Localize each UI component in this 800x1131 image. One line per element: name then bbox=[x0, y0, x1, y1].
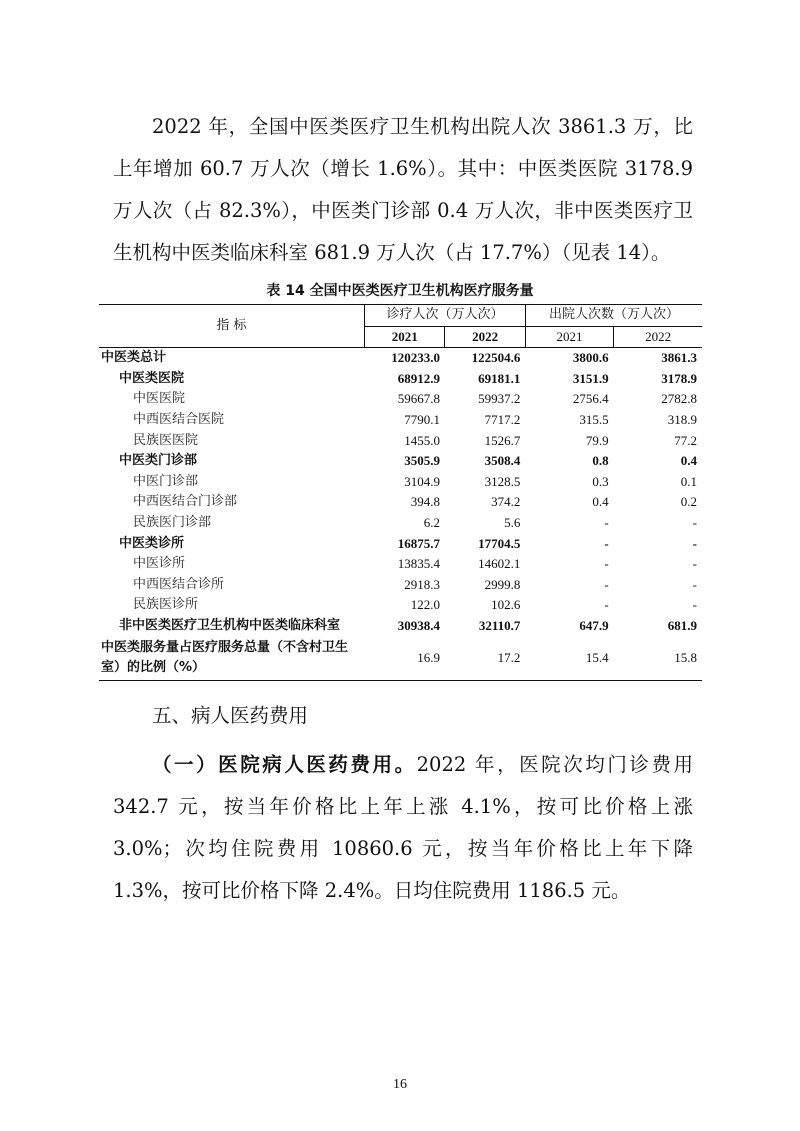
cell-visits-2022: 374.2 bbox=[491, 494, 521, 510]
cell-visits-2021: 120233.0 bbox=[391, 350, 440, 366]
cell-discharges-2022: 2782.8 bbox=[661, 391, 697, 407]
cell-discharges-2021: 0.8 bbox=[592, 453, 609, 469]
cell-discharges-2021: 2756.4 bbox=[572, 391, 609, 407]
cell-visits-2022: 3508.4 bbox=[484, 453, 521, 469]
table-row bbox=[99, 595, 702, 616]
cell-visits-2022: 7717.2 bbox=[484, 411, 521, 427]
cell-discharges-2021: - bbox=[604, 576, 609, 592]
service-volume-table bbox=[99, 304, 702, 681]
cell-discharges-2021: 3800.6 bbox=[572, 350, 609, 366]
row-label: 民族医诊所 bbox=[133, 597, 199, 613]
cell-discharges-2021: 315.5 bbox=[579, 411, 609, 427]
cell-discharges-2022: 318.9 bbox=[667, 411, 697, 427]
cell-discharges-2022: 3861.3 bbox=[661, 350, 697, 366]
table-row bbox=[99, 431, 702, 452]
cell-visits-2022: 69181.1 bbox=[478, 370, 521, 386]
paragraph-discharge-summary: 2022 年，全国中医类医疗卫生机构出院人次 3861.3 万，比上年增加 60.7 万人次（增长 1.6%）。其中：中医类医院 3178.9 万人次（占 82.3%），中医类门诊部 0.4 万人次，非中医类医疗卫生机构中医类临床科室 681.9 万人次（占 17.7%）（见表 14）。 bbox=[113, 115, 693, 264]
row-label: 中医类诊所 bbox=[119, 535, 185, 551]
cell-discharges-2022: 0.2 bbox=[680, 494, 697, 510]
cell-discharges-2022: - bbox=[692, 556, 697, 572]
cell-discharges-2022: 15.8 bbox=[614, 637, 702, 681]
table-row bbox=[99, 492, 702, 513]
cell-discharges-2022: 0.4 bbox=[680, 453, 697, 469]
table-row bbox=[99, 389, 702, 410]
cell-visits-2022: 3128.5 bbox=[484, 473, 521, 489]
cell-discharges-2022: - bbox=[692, 576, 697, 592]
cell-visits-2022: 17704.5 bbox=[478, 535, 521, 551]
row-label: 非中医类医疗卫生机构中医类临床科室 bbox=[119, 617, 341, 633]
header-year-discharges-2022: 2022 bbox=[614, 326, 702, 348]
cell-discharges-2021: - bbox=[604, 597, 609, 613]
table-row bbox=[99, 534, 702, 555]
cell-discharges-2021: 15.4 bbox=[525, 637, 613, 681]
cell-visits-2021: 3104.9 bbox=[404, 473, 440, 489]
cell-discharges-2022: 3178.9 bbox=[661, 370, 697, 386]
cell-visits-2021: 30938.4 bbox=[397, 617, 440, 633]
header-year-visits-2022: 2022 bbox=[445, 326, 525, 348]
cell-visits-2021: 2918.3 bbox=[404, 576, 440, 592]
row-label: 中西医结合医院 bbox=[133, 411, 225, 427]
section-heading: 五、病人医药费用 bbox=[152, 704, 309, 727]
cell-visits-2022: 32110.7 bbox=[478, 617, 521, 633]
cell-discharges-2021: 647.9 bbox=[579, 617, 609, 633]
cell-visits-2021: 3505.9 bbox=[404, 453, 440, 469]
cell-discharges-2022: - bbox=[692, 514, 697, 530]
cell-discharges-2022: - bbox=[692, 597, 697, 613]
header-year-discharges-2021: 2021 bbox=[525, 326, 613, 348]
cell-visits-2021: 394.8 bbox=[410, 494, 440, 510]
cell-visits-2021: 16875.7 bbox=[397, 535, 440, 551]
table-row bbox=[99, 616, 702, 637]
cell-visits-2022: 14602.1 bbox=[478, 556, 521, 572]
cell-visits-2021: 6.2 bbox=[423, 514, 440, 530]
row-label: 中医类门诊部 bbox=[119, 453, 198, 469]
paragraph-body: 2022 年，医院次均门诊费用 342.7 元，按当年价格比上年上涨 4.1%，按可比价格上涨 3.0%；次均住院费用 10860.6 元，按当年价格比上年下降 1.3%，按可比价格下降 2.4%。日均住院费用 1186.5 元。 bbox=[113, 753, 693, 902]
table-row bbox=[99, 451, 702, 472]
table-row bbox=[99, 575, 702, 596]
cell-discharges-2022: 0.1 bbox=[680, 473, 697, 489]
cell-discharges-2021: 0.4 bbox=[592, 494, 609, 510]
table-row bbox=[99, 369, 702, 390]
cell-visits-2022: 2999.8 bbox=[484, 576, 521, 592]
table-row bbox=[99, 348, 702, 369]
table-row bbox=[99, 513, 702, 534]
cell-visits-2022: 122504.6 bbox=[471, 350, 521, 366]
cell-visits-2022: 59937.2 bbox=[478, 391, 521, 407]
cell-visits-2021: 59667.8 bbox=[397, 391, 440, 407]
row-label: 中西医结合诊所 bbox=[133, 576, 225, 592]
cell-discharges-2021: 79.9 bbox=[585, 432, 609, 448]
table-row bbox=[99, 637, 702, 681]
cell-discharges-2021: - bbox=[604, 535, 609, 551]
header-indicator: 指 标 bbox=[99, 305, 365, 348]
cell-visits-2021: 1455.0 bbox=[404, 432, 440, 448]
table-row bbox=[99, 554, 702, 575]
paragraph-hospital-costs bbox=[113, 744, 693, 912]
cell-discharges-2021: - bbox=[604, 514, 609, 530]
cell-discharges-2022: 77.2 bbox=[674, 432, 697, 448]
header-discharges: 出院人次数（万人次） bbox=[525, 305, 702, 327]
cell-visits-2021: 122.0 bbox=[410, 597, 440, 613]
cell-discharges-2021: 3151.9 bbox=[572, 370, 609, 386]
row-label: 中医诊所 bbox=[133, 556, 186, 572]
table-row bbox=[99, 410, 702, 431]
page-number: 16 bbox=[393, 1077, 407, 1092]
service-volume-table-container bbox=[99, 304, 702, 681]
row-label: 中医类服务量占医疗服务总量（不含村卫生室）的比例（%） bbox=[99, 637, 365, 681]
row-label: 民族医医院 bbox=[133, 432, 199, 448]
row-label: 民族医门诊部 bbox=[133, 514, 212, 530]
row-label: 中医医院 bbox=[133, 391, 186, 407]
cell-visits-2021: 68912.9 bbox=[397, 370, 440, 386]
cell-visits-2022: 5.6 bbox=[504, 514, 521, 530]
row-label: 中医门诊部 bbox=[133, 473, 199, 489]
cell-visits-2022: 17.2 bbox=[445, 637, 525, 681]
table-caption: 表 14 全国中医类医疗卫生机构医疗服务量 bbox=[266, 283, 534, 299]
header-year-visits-2021: 2021 bbox=[365, 326, 445, 348]
table-row bbox=[99, 472, 702, 493]
cell-visits-2021: 13835.4 bbox=[397, 556, 440, 572]
row-label: 中西医结合门诊部 bbox=[133, 494, 238, 510]
cell-visits-2022: 1526.7 bbox=[484, 432, 521, 448]
cell-discharges-2022: 681.9 bbox=[667, 617, 697, 633]
header-outpatient-visits: 诊疗人次（万人次） bbox=[365, 305, 526, 327]
cell-visits-2022: 102.6 bbox=[491, 597, 521, 613]
cell-discharges-2021: - bbox=[604, 556, 609, 572]
paragraph-lead: （一）医院病人医药费用。 bbox=[152, 753, 417, 776]
cell-visits-2021: 16.9 bbox=[365, 637, 445, 681]
cell-discharges-2021: 0.3 bbox=[592, 473, 609, 489]
row-label: 中医类医院 bbox=[119, 370, 185, 386]
row-label: 中医类总计 bbox=[101, 350, 167, 366]
cell-visits-2021: 7790.1 bbox=[404, 411, 440, 427]
cell-discharges-2022: - bbox=[692, 535, 697, 551]
